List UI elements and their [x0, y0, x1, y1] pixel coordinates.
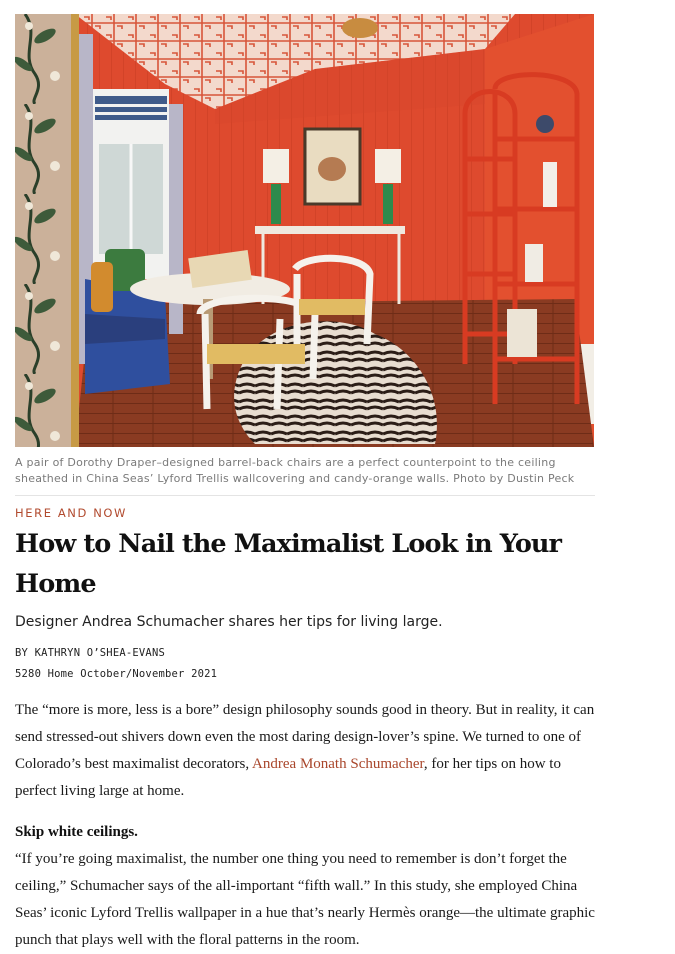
section-kicker[interactable]: HERE AND NOW: [15, 506, 128, 520]
issue-dateline: 5280 Home October/November 2021: [15, 668, 218, 680]
intro-text-before: The “more is more, less is a bore” design philosophy sounds good in theory. But in reality, it can send stressed-out shivers down even the most daring design-lover’s spine. We turned to one of Colorado’s best maximalist decorators,: [15, 702, 595, 772]
byline[interactable]: BY KATHRYN O’SHEA-EVANS: [15, 647, 165, 659]
hero-photo: [15, 14, 594, 447]
photo-caption: A pair of Dorothy Draper–designed barrel-back chairs are a perfect counterpoint to the ceiling sheathed in China Seas’ Lyford Trellis wallcovering and candy-orange walls. Photo by Dustin Peck: [15, 455, 595, 496]
tip-heading: Skip white ceilings.: [15, 824, 138, 840]
intro-text-after: , for her tips on how to perfect living large at home.: [15, 756, 561, 799]
article-headline: How to Nail the Maximalist Look in Your Home: [15, 529, 562, 599]
tip-body: “If you’re going maximalist, the number one thing you need to remember is don’t forget the ceiling,” Schumacher says of the all-important “fifth wall.” In this study, she employed China Seas’ iconic Lyford Trellis wallpaper in a hue that’s nearly Hermès orange—the ultimate graphic punch that plays well with the floral patterns in the room.: [15, 851, 595, 948]
article: [15, 14, 595, 954]
intro-paragraph: [15, 697, 595, 805]
designer-link[interactable]: Andrea Monath Schumacher: [252, 756, 424, 772]
article-dek: Designer Andrea Schumacher shares her tips for living large.: [15, 614, 443, 630]
